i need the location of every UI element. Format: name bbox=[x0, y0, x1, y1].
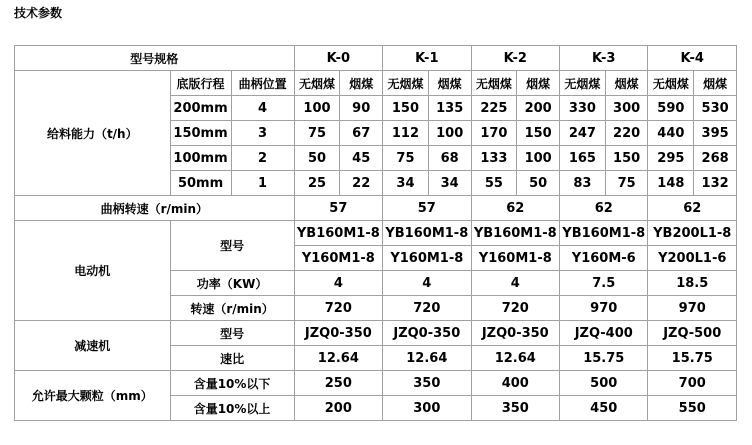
crank-position-value: 1 bbox=[231, 171, 294, 196]
feed-capacity-value: 90 bbox=[340, 96, 383, 121]
feed-capacity-value: 50 bbox=[294, 146, 340, 171]
feed-capacity-value: 165 bbox=[560, 146, 606, 171]
feed-capacity-value: 132 bbox=[694, 171, 737, 196]
fuel-header: 烟煤 bbox=[605, 71, 648, 96]
particle-above-value: 350 bbox=[471, 396, 559, 421]
model-header: K-0 bbox=[294, 46, 382, 71]
crank-speed-label: 曲柄转速（r/min） bbox=[15, 196, 295, 221]
reducer-label: 减速机 bbox=[15, 321, 171, 371]
fuel-header: 烟煤 bbox=[340, 71, 383, 96]
fuel-header: 无烟煤 bbox=[560, 71, 606, 96]
particle-below-value: 400 bbox=[471, 371, 559, 396]
motor-model-value: YB160M1-8 bbox=[471, 221, 559, 246]
feed-capacity-value: 67 bbox=[340, 121, 383, 146]
feed-capacity-value: 330 bbox=[560, 96, 606, 121]
feed-capacity-value: 34 bbox=[428, 171, 471, 196]
motor-model-value: Y160M1-8 bbox=[471, 246, 559, 271]
particle-below-label: 含量10%以下 bbox=[170, 371, 294, 396]
feed-capacity-value: 220 bbox=[605, 121, 648, 146]
feed-capacity-value: 247 bbox=[560, 121, 606, 146]
feed-capacity-value: 34 bbox=[383, 171, 429, 196]
reducer-model-value: JZQ-400 bbox=[560, 321, 648, 346]
crank-position-value: 3 bbox=[231, 121, 294, 146]
feed-capacity-value: 68 bbox=[428, 146, 471, 171]
motor-speed-value: 970 bbox=[648, 296, 737, 321]
feed-capacity-value: 83 bbox=[560, 171, 606, 196]
reducer-ratio-value: 12.64 bbox=[383, 346, 471, 371]
particle-below-value: 500 bbox=[560, 371, 648, 396]
crank-speed-value: 62 bbox=[560, 196, 648, 221]
crank-speed-value: 57 bbox=[294, 196, 382, 221]
motor-model-value: Y160M-6 bbox=[560, 246, 648, 271]
feed-capacity-value: 395 bbox=[694, 121, 737, 146]
stroke-value: 150mm bbox=[170, 121, 231, 146]
particle-above-value: 450 bbox=[560, 396, 648, 421]
feed-capacity-value: 25 bbox=[294, 171, 340, 196]
crank-position-value: 4 bbox=[231, 96, 294, 121]
feed-capacity-value: 200 bbox=[517, 96, 560, 121]
motor-power-value: 7.5 bbox=[560, 271, 648, 296]
feed-capacity-value: 75 bbox=[383, 146, 429, 171]
header-row bbox=[15, 46, 737, 71]
reducer-ratio-label: 速比 bbox=[170, 346, 294, 371]
feed-capacity-value: 100 bbox=[517, 146, 560, 171]
reducer-ratio-value: 15.75 bbox=[560, 346, 648, 371]
crank-position-value: 2 bbox=[231, 146, 294, 171]
reducer-model-value: JZQ-500 bbox=[648, 321, 737, 346]
crank-speed-value: 62 bbox=[648, 196, 737, 221]
particle-below-value: 350 bbox=[383, 371, 471, 396]
fuel-header: 无烟煤 bbox=[471, 71, 517, 96]
feed-capacity-value: 148 bbox=[648, 171, 694, 196]
motor-model-value: YB200L1-8 bbox=[648, 221, 737, 246]
motor-model-value: Y200L1-6 bbox=[648, 246, 737, 271]
particle-below-value: 250 bbox=[294, 371, 382, 396]
motor-speed-value: 720 bbox=[294, 296, 382, 321]
feed-capacity-value: 440 bbox=[648, 121, 694, 146]
motor-model-value: YB160M1-8 bbox=[294, 221, 382, 246]
fuel-header: 无烟煤 bbox=[383, 71, 429, 96]
feed-capacity-value: 100 bbox=[428, 121, 471, 146]
feed-capacity-value: 300 bbox=[605, 96, 648, 121]
feed-capacity-label: 给料能力（t/h） bbox=[15, 71, 171, 196]
reducer-ratio-value: 12.64 bbox=[294, 346, 382, 371]
feed-capacity-value: 100 bbox=[294, 96, 340, 121]
particle-below-value: 700 bbox=[648, 371, 737, 396]
reducer-ratio-value: 15.75 bbox=[648, 346, 737, 371]
reducer-model-value: JZQ0-350 bbox=[294, 321, 382, 346]
feed-capacity-value: 75 bbox=[605, 171, 648, 196]
crank-speed-value: 62 bbox=[471, 196, 559, 221]
motor-power-value: 4 bbox=[294, 271, 382, 296]
feed-capacity-value: 268 bbox=[694, 146, 737, 171]
motor-power-value: 4 bbox=[383, 271, 471, 296]
particle-above-value: 300 bbox=[383, 396, 471, 421]
stroke-value: 50mm bbox=[170, 171, 231, 196]
feed-capacity-value: 150 bbox=[383, 96, 429, 121]
max-particle-label: 允许最大颗粒（mm） bbox=[15, 371, 171, 421]
model-header: K-1 bbox=[383, 46, 471, 71]
feed-capacity-value: 22 bbox=[340, 171, 383, 196]
motor-speed-label: 转速（r/min） bbox=[170, 296, 294, 321]
crank-speed-value: 57 bbox=[383, 196, 471, 221]
motor-model-row-1 bbox=[15, 221, 737, 246]
motor-model-value: YB160M1-8 bbox=[560, 221, 648, 246]
particle-above-label: 含量10%以上 bbox=[170, 396, 294, 421]
feed-capacity-value: 295 bbox=[648, 146, 694, 171]
motor-speed-value: 720 bbox=[383, 296, 471, 321]
fuel-header: 烟煤 bbox=[694, 71, 737, 96]
reducer-model-row bbox=[15, 321, 737, 346]
feed-capacity-value: 225 bbox=[471, 96, 517, 121]
reducer-model-value: JZQ0-350 bbox=[471, 321, 559, 346]
motor-power-label: 功率（KW） bbox=[170, 271, 294, 296]
feed-capacity-value: 112 bbox=[383, 121, 429, 146]
motor-power-value: 4 bbox=[471, 271, 559, 296]
feed-capacity-value: 170 bbox=[471, 121, 517, 146]
fuel-header: 烟煤 bbox=[428, 71, 471, 96]
stroke-value: 100mm bbox=[170, 146, 231, 171]
page-title: 技术参数 bbox=[14, 6, 63, 20]
motor-speed-value: 720 bbox=[471, 296, 559, 321]
crank-position-header: 曲柄位置 bbox=[231, 71, 294, 96]
feed-capacity-value: 135 bbox=[428, 96, 471, 121]
motor-model-value: Y160M1-8 bbox=[383, 246, 471, 271]
crank-speed-row bbox=[15, 196, 737, 221]
fuel-header: 烟煤 bbox=[517, 71, 560, 96]
spec-label: 型号规格 bbox=[15, 46, 295, 71]
motor-power-value: 18.5 bbox=[648, 271, 737, 296]
feed-capacity-value: 50 bbox=[517, 171, 560, 196]
feed-capacity-value: 75 bbox=[294, 121, 340, 146]
fuel-header: 无烟煤 bbox=[294, 71, 340, 96]
particle-above-value: 550 bbox=[648, 396, 737, 421]
feed-capacity-value: 133 bbox=[471, 146, 517, 171]
motor-speed-value: 970 bbox=[560, 296, 648, 321]
model-header: K-3 bbox=[560, 46, 648, 71]
feed-capacity-value: 150 bbox=[605, 146, 648, 171]
feed-capacity-value: 530 bbox=[694, 96, 737, 121]
reducer-model-label: 型号 bbox=[170, 321, 294, 346]
model-header: K-4 bbox=[648, 46, 737, 71]
motor-model-value: Y160M1-8 bbox=[294, 246, 382, 271]
spec-table bbox=[14, 45, 737, 421]
feed-capacity-value: 55 bbox=[471, 171, 517, 196]
model-header: K-2 bbox=[471, 46, 559, 71]
motor-label: 电动机 bbox=[15, 221, 171, 321]
motor-model-label: 型号 bbox=[170, 221, 294, 271]
feed-capacity-value: 590 bbox=[648, 96, 694, 121]
fuel-header: 无烟煤 bbox=[648, 71, 694, 96]
feed-subheader-row bbox=[15, 71, 737, 96]
motor-model-value: YB160M1-8 bbox=[383, 221, 471, 246]
feed-capacity-value: 150 bbox=[517, 121, 560, 146]
reducer-ratio-value: 12.64 bbox=[471, 346, 559, 371]
particle-below-row bbox=[15, 371, 737, 396]
feed-capacity-value: 45 bbox=[340, 146, 383, 171]
particle-above-value: 200 bbox=[294, 396, 382, 421]
reducer-model-value: JZQ0-350 bbox=[383, 321, 471, 346]
stroke-value: 200mm bbox=[170, 96, 231, 121]
stroke-header: 底版行程 bbox=[170, 71, 231, 96]
